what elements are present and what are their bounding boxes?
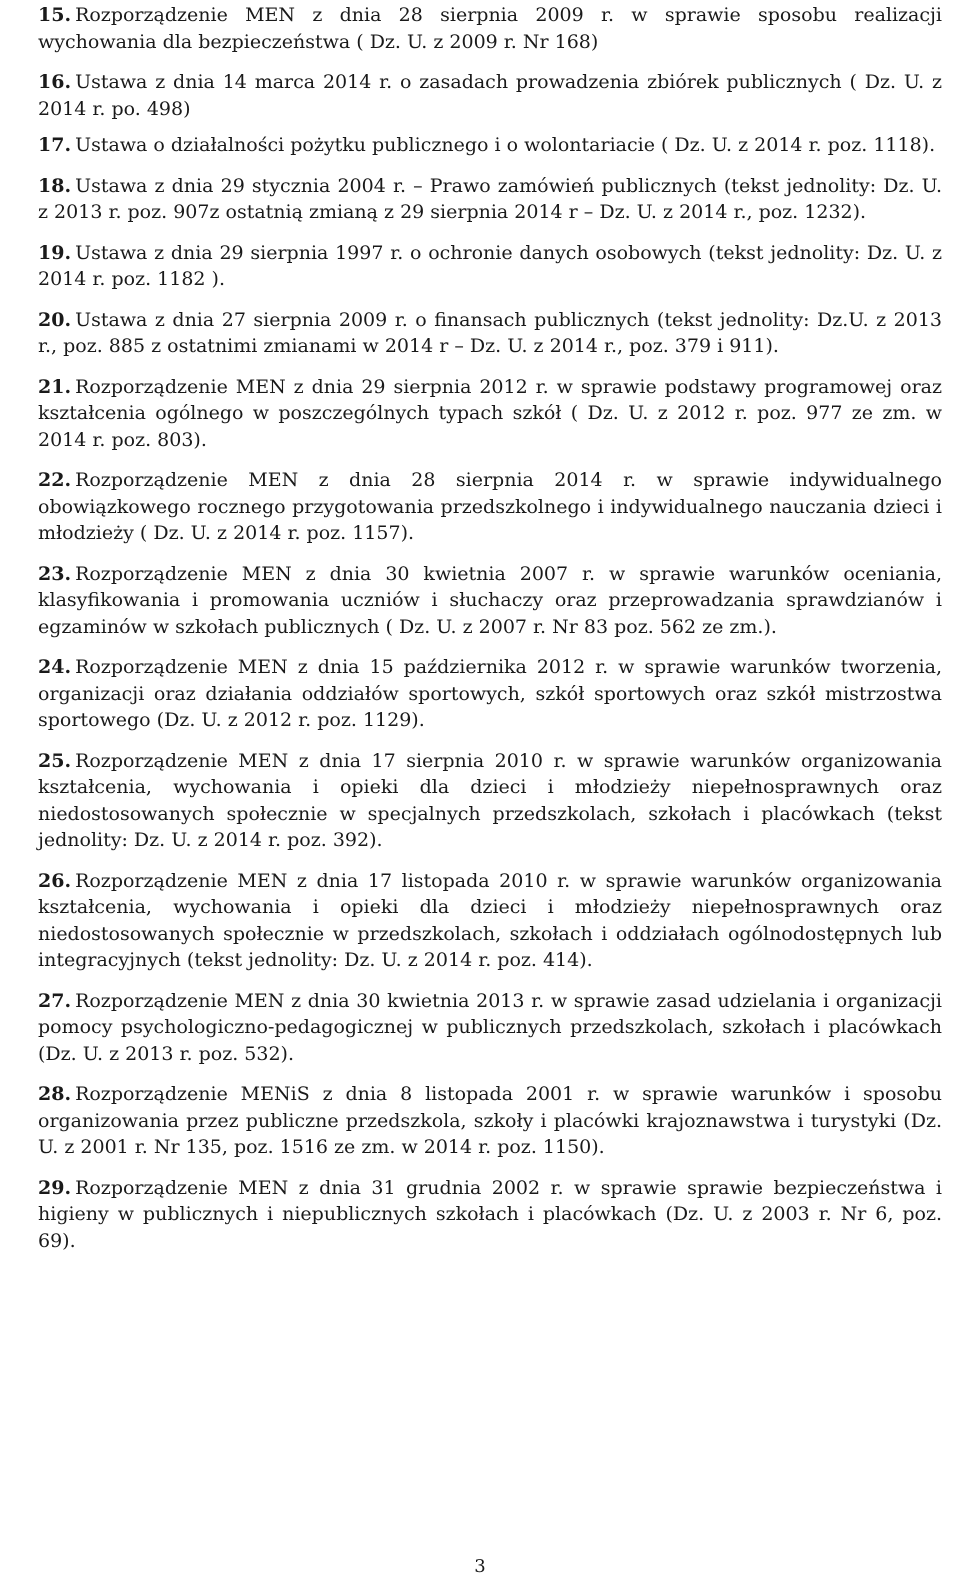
item-text: Rozporządzenie MEN z dnia 29 sierpnia 2012 r. w sprawie podstawy programowej oraz kształcenia ogólnego w poszczególnych typach szkół ( Dz. U. z 2012 r. poz. 977 ze zm. w 2014 r. poz. 803).: [38, 375, 942, 451]
item-text: Rozporządzenie MEN z dnia 17 sierpnia 2010 r. w sprawie warunków organizowania kształcenia, wychowania i opieki dla dzieci i młodzieży niepełnosprawnych oraz niedostosowanych społecznie w specjalnych przedszkolach, szkołach i placówkach (tekst jednolity: Dz. U. z 2014 r. poz. 392).: [38, 749, 942, 851]
item-text: Ustawa z dnia 29 stycznia 2004 r. – Prawo zamówień publicznych (tekst jednolity: Dz. U. z 2013 r. poz. 907z ostatnią zmianą z 29 sierpnia 2014 r – Dz. U. z 2014 r., poz. 1232).: [38, 174, 942, 223]
item-text: Rozporządzenie MEN z dnia 15 października 2012 r. w sprawie warunków tworzenia, organizacji oraz działania oddziałów sportowych, szkół sportowych oraz szkół mistrzostwa sportowego (Dz. U. z 2012 r. poz. 1129).: [38, 656, 942, 731]
list-item-27: [38, 988, 942, 1068]
list-item-24: [38, 654, 942, 734]
item-text: Rozporządzenie MEN z dnia 30 kwietnia 2007 r. w sprawie warunków oceniania, klasyfikowania i promowania uczniów i słuchaczy oraz przeprowadzania sprawdzianów i egzaminów w szkołach publicznych ( Dz. U. z 2007 r. Nr 83 poz. 562 ze zm.).: [38, 562, 942, 638]
list-item-20: [38, 307, 942, 360]
item-text: Rozporządzenie MEN z dnia 31 grudnia 2002 r. w sprawie sprawie bezpieczeństwa i higieny w publicznych i niepublicznych szkołach i placówkach (Dz. U. z 2003 r. Nr 6, poz. 69).: [38, 1176, 942, 1252]
list-item-22: [38, 467, 942, 547]
item-number: 19.: [38, 241, 72, 264]
item-number: 17.: [38, 134, 72, 156]
list-item-15: [38, 2, 942, 55]
item-number: 24.: [38, 656, 72, 678]
item-number: 21.: [38, 375, 72, 398]
item-text: Rozporządzenie MENiS z dnia 8 listopada 2001 r. w sprawie warunków i sposobu organizowania przez publiczne przedszkola, szkoły i placówki krajoznawstwa i turystyki (Dz. U. z 2001 r. Nr 135, poz. 1516 ze zm. w 2014 r. poz. 1150).: [38, 1083, 942, 1158]
item-text: Rozporządzenie MEN z dnia 28 sierpnia 2014 r. w sprawie indywidualnego obowiązkowego rocznego przygotowania przedszkolnego i indywidualnego nauczania dzieci i młodzieży ( Dz. U. z 2014 r. poz. 1157).: [38, 469, 942, 544]
page-number: 3: [474, 1556, 486, 1577]
item-number: 25.: [38, 749, 72, 772]
item-text: Ustawa z dnia 27 sierpnia 2009 r. o finansach publicznych (tekst jednolity: Dz.U. z 2013 r., poz. 885 z ostatnimi zmianami w 2014 r – Dz. U. z 2014 r., poz. 379 i 911).: [38, 308, 942, 357]
item-text: Rozporządzenie MEN z dnia 28 sierpnia 2009 r. w sprawie sposobu realizacji wychowania dla bezpieczeństwa ( Dz. U. z 2009 r. Nr 168): [38, 4, 942, 53]
document-body: [38, 2, 942, 1268]
list-item-28: [38, 1081, 942, 1161]
item-number: 29.: [38, 1176, 72, 1199]
list-item-26: [38, 868, 942, 974]
item-text: Ustawa z dnia 14 marca 2014 r. o zasadach prowadzenia zbiórek publicznych ( Dz. U. z 2014 r. po. 498): [38, 71, 942, 120]
list-item-19: [38, 240, 942, 293]
item-number: 20.: [38, 308, 72, 331]
list-item-21: [38, 374, 942, 454]
list-item-16: [38, 69, 942, 122]
list-item-25: [38, 748, 942, 854]
item-number: 28.: [38, 1083, 72, 1105]
item-number: 22.: [38, 469, 72, 491]
item-number: 15.: [38, 4, 72, 26]
list-item-29: [38, 1175, 942, 1255]
list-item-17: [38, 132, 942, 159]
item-number: 23.: [38, 562, 72, 585]
item-number: 26.: [38, 869, 72, 892]
item-number: 18.: [38, 174, 72, 197]
item-text: Rozporządzenie MEN z dnia 30 kwietnia 2013 r. w sprawie zasad udzielania i organizacji pomocy psychologiczno-pedagogicznej w publicznych przedszkolach, szkołach i placówkach (Dz. U. z 2013 r. poz. 532).: [38, 989, 942, 1065]
item-text: Ustawa z dnia 29 sierpnia 1997 r. o ochronie danych osobowych (tekst jednolity: Dz. U. z 2014 r. poz. 1182 ).: [38, 241, 942, 290]
item-text: Ustawa o działalności pożytku publicznego i o wolontariacie ( Dz. U. z 2014 r. poz. 1118).: [75, 134, 936, 156]
list-item-23: [38, 561, 942, 641]
item-number: 16.: [38, 71, 72, 93]
item-text: Rozporządzenie MEN z dnia 17 listopada 2010 r. w sprawie warunków organizowania kształcenia, wychowania i opieki dla dzieci i młodzieży niepełnosprawnych oraz niedostosowanych społecznie w przedszkolach, szkołach i oddziałach ogólnodostępnych lub integracyjnych (tekst jednolity: Dz. U. z 2014 r. poz. 414).: [38, 869, 942, 971]
item-number: 27.: [38, 989, 72, 1012]
list-item-18: [38, 173, 942, 226]
